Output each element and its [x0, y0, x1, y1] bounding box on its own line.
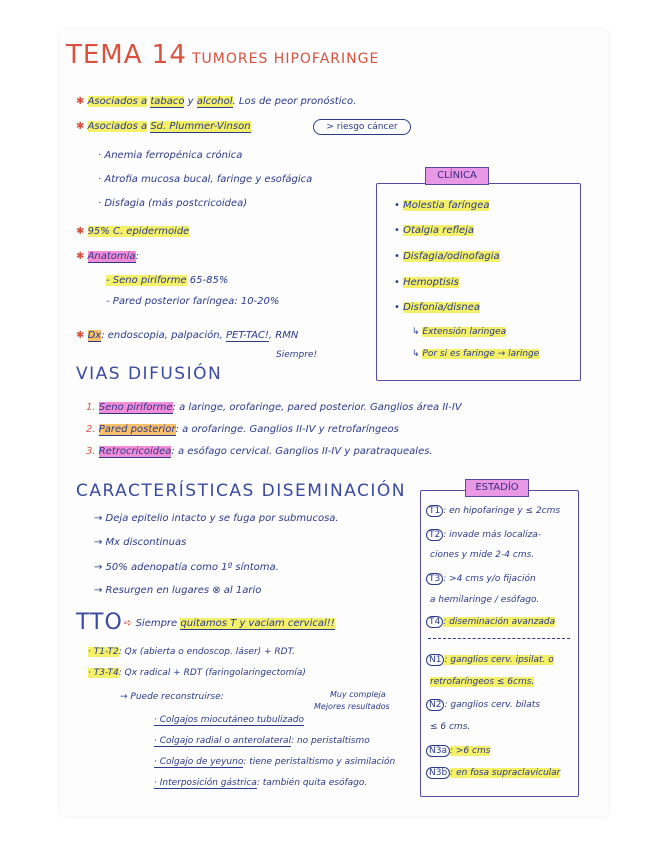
stage-t2-cont: ciones y mide 2-4 cms.	[430, 550, 535, 560]
stage-t3-cont: a hemilaringe / esófago.	[430, 595, 540, 605]
stage-t3: T3 : >4 cms y/o fijación	[426, 574, 536, 584]
tto-note-2: Mejores resultados	[314, 702, 390, 711]
tto-t1t2: · T1-T2: Qx (abierta o endoscop. láser) + RDT.	[88, 647, 295, 657]
stage-n3a: N3a : >6 cms	[426, 746, 490, 756]
vias-item-1: 1. Seno piriforme: a laringe, orofaringe, pared posterior. Ganglios área II-IV	[86, 402, 462, 413]
intro-line-1: ✱ Asociados a tabaco y alcohol. Los de peor pronóstico.	[76, 96, 357, 107]
anatomy-heading: ✱ Anatomía:	[76, 251, 139, 262]
plummer-symptom-2: · Atrofia mucosa bucal, faringe y esofágica	[98, 174, 313, 185]
tto-heading: TTO	[76, 610, 123, 635]
stage-n2-cont: ≤ 6 cms.	[430, 722, 471, 732]
clinica-item-2: • Otalgia refleja	[394, 225, 474, 236]
stage-t4: T4 : diseminación avanzada	[426, 617, 555, 627]
estadio-divider	[428, 638, 570, 639]
page-subtitle: TUMORES HIPOFARINGE	[192, 51, 380, 67]
disem-item-4: → Resurgen en lugares ⊗ al 1ario	[94, 585, 262, 596]
tto-note-1: Muy compleja	[330, 690, 386, 699]
reconstruct-option-3: · Colgajo de yeyuno: tiene peristaltismo y asimilación	[154, 757, 396, 767]
clinica-item-1: • Molestia faríngea	[394, 200, 490, 211]
clinica-sub-1: ↳ Extensión laringea	[412, 327, 507, 337]
disem-item-2: → Mx discontinuas	[94, 537, 187, 548]
clinica-item-5: • Disfonía/disnea	[394, 302, 480, 313]
clinica-tag: CLÍNICA	[425, 167, 489, 185]
anatomy-pared: - Pared posterior faríngea: 10-20%	[106, 296, 280, 307]
vias-item-3: 3. Retrocricoidea: a esófago cervical. Ganglios II-IV y paratraqueales.	[86, 446, 433, 457]
plummer-symptom-3: · Disfagia (más postcricoidea)	[98, 198, 248, 209]
stage-n2: N2 : ganglios cerv. bilats	[426, 700, 540, 710]
plummer-symptom-1: · Anemia ferropénica crónica	[98, 150, 243, 161]
reconstruct-option-1: · Colgajos miocutáneo tubulizado	[154, 715, 304, 725]
risk-bubble: > riesgo cáncer	[313, 119, 411, 135]
clinica-item-3: • Disfagia/odinofagia	[394, 251, 500, 262]
tto-t3t4: · T3-T4: Qx radical + RDT (faringolaringectomía)	[88, 668, 306, 678]
tto-reconstruct: → Puede reconstruirse:	[120, 692, 224, 702]
diagnosis-always: Siempre!	[276, 350, 318, 360]
intro-line-2: ✱ Asociados a Sd. Plummer-Vinson	[76, 121, 251, 132]
clinica-item-4: • Hemoptisis	[394, 277, 459, 288]
disem-item-1: → Deja epitelio intacto y se fuga por submucosa.	[94, 513, 339, 524]
stage-n1-cont: retrofaríngeos ≤ 6cms.	[430, 677, 535, 687]
estadio-tag: ESTADÍO	[465, 479, 529, 497]
reconstruct-option-4: · Interposición gástrica: también quita esófago.	[154, 778, 368, 788]
stage-n1: N1 : ganglios cerv. ipsilat. o	[426, 655, 554, 665]
stage-n3b: N3b : en fosa supraclavicular	[426, 768, 560, 778]
vias-item-2: 2. Pared posterior: a orofaringe. Ganglios II-IV y retrofaríngeos	[86, 424, 399, 435]
clinica-sub-2: ↳ Por si es faringe → laringe	[412, 349, 540, 359]
stage-t1: T1 : en hipofaringe y ≤ 2cms	[426, 506, 560, 516]
disem-item-3: → 50% adenopatía como 1º síntoma.	[94, 562, 279, 573]
stage-t2: T2 : invade más localiza-	[426, 530, 541, 540]
epidermoid-line: ✱ 95% C. epidermoide	[76, 226, 190, 237]
disem-heading: CARACTERÍSTICAS DISEMINACIÓN	[76, 481, 407, 501]
page-title: TEMA 14	[66, 40, 187, 70]
diagnosis-line: ✱ Dx: endoscopia, palpación, PET-TAC!, RMN	[76, 330, 299, 341]
tto-always: ➪ Siempre quitamos T y vaciam cervical!!	[124, 618, 335, 629]
anatomy-seno: - Seno piriforme 65-85%	[106, 275, 229, 286]
reconstruct-option-2: · Colgajo radial o anterolateral: no peristaltismo	[154, 736, 370, 746]
vias-heading: VIAS DIFUSIÓN	[76, 364, 223, 384]
